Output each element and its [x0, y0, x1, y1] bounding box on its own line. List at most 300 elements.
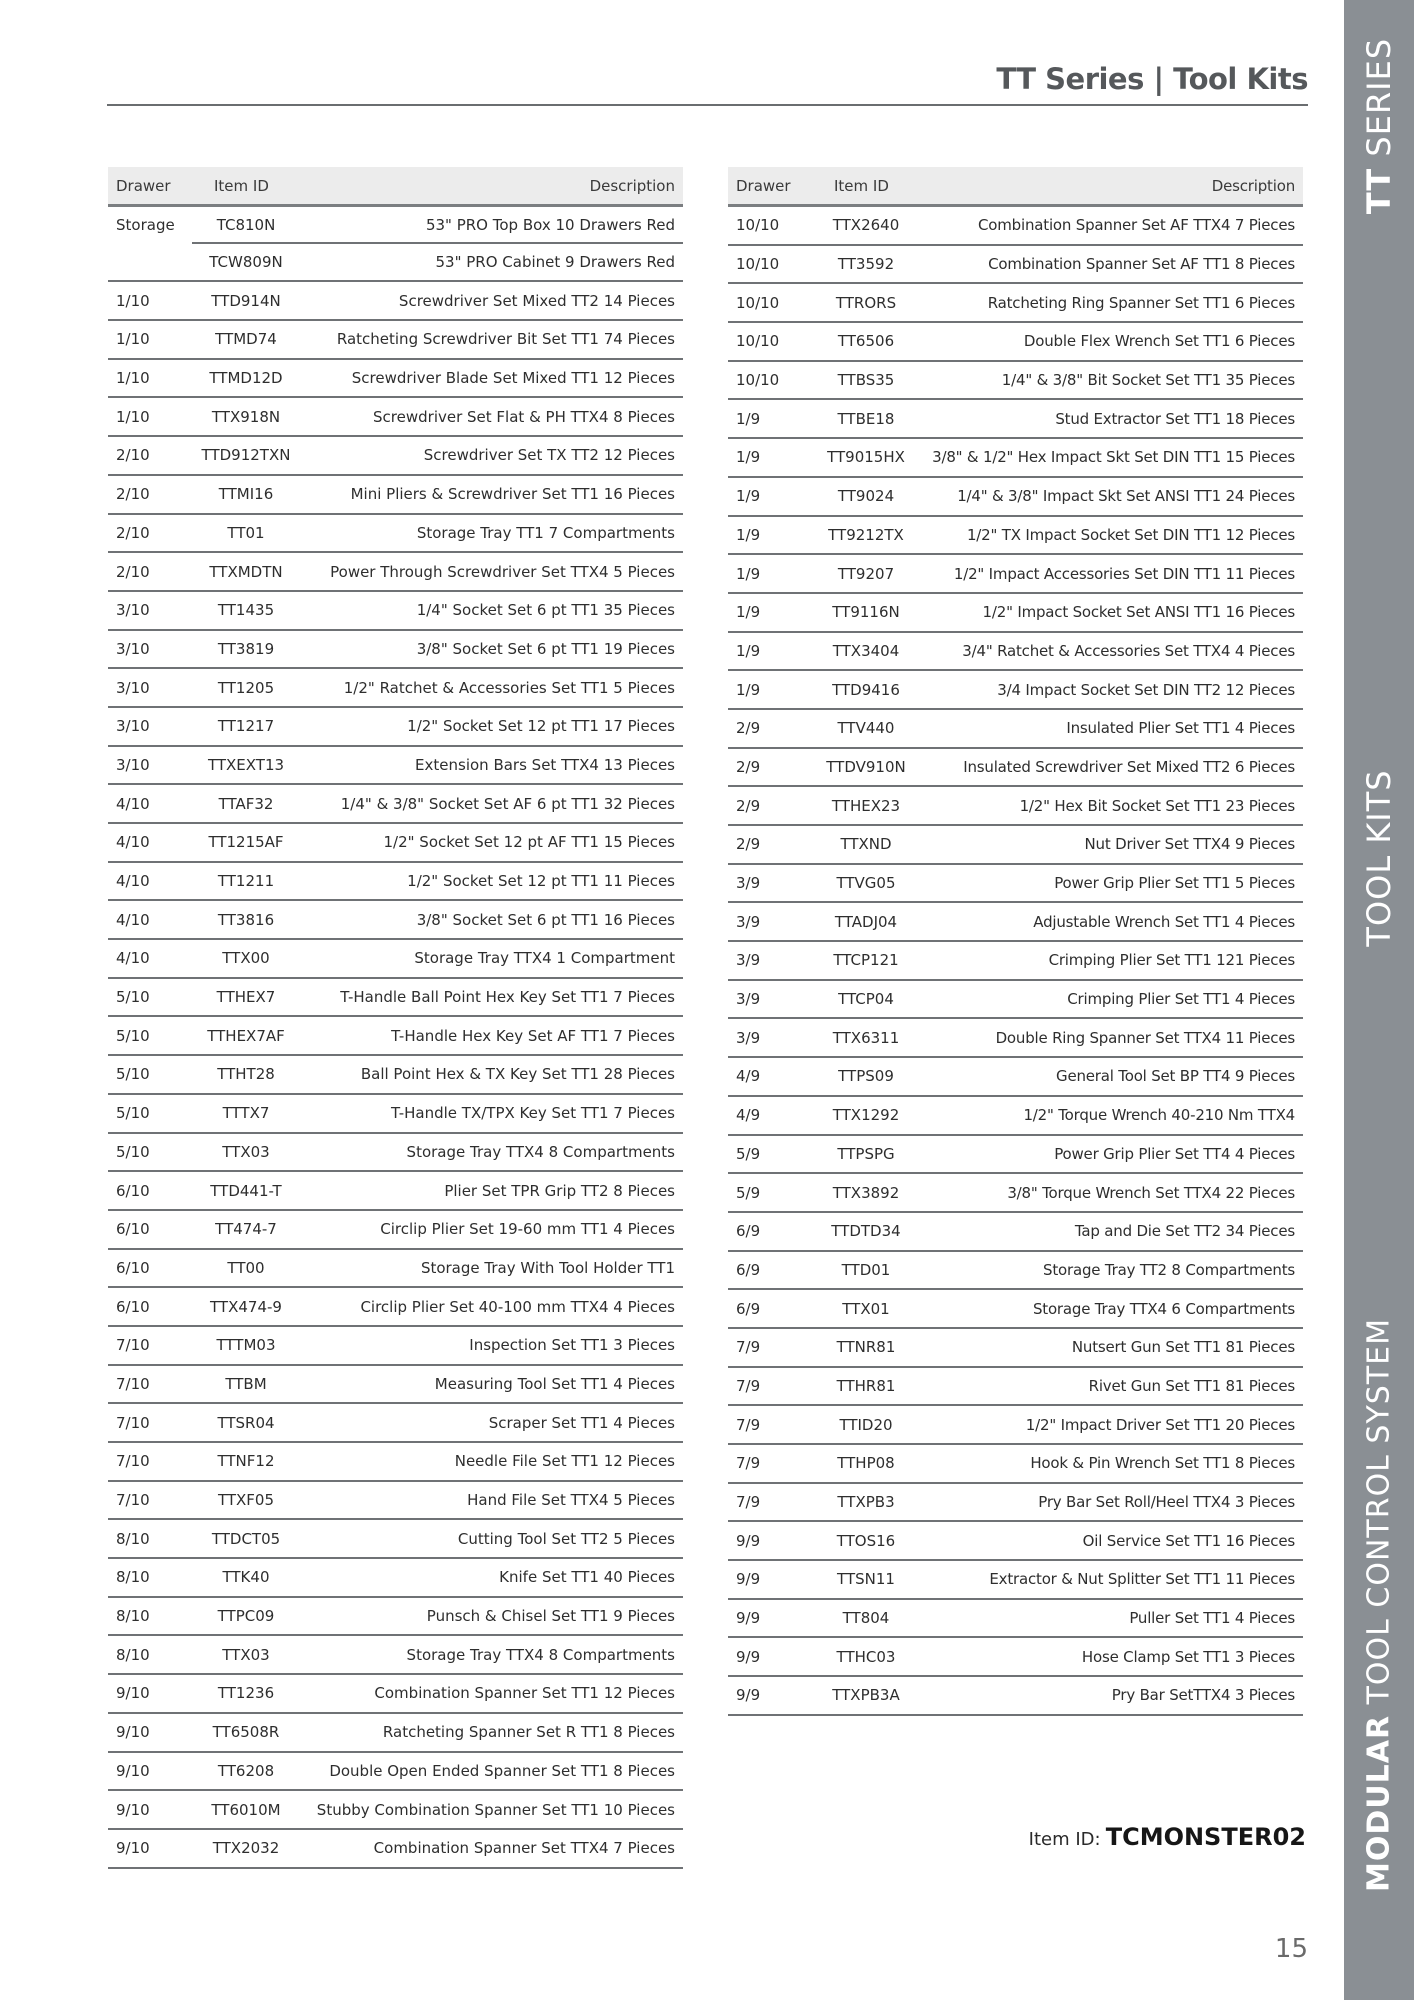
item-id-cell: TTDCT05	[211, 1529, 281, 1548]
drawer-cell: 1/9	[736, 487, 761, 506]
item-id-cell: TTXND	[840, 835, 892, 854]
drawer-cell: 1/10	[116, 291, 150, 310]
table-row	[728, 1368, 1303, 1407]
table-row	[108, 824, 683, 863]
item-id-cell: TTSR04	[217, 1413, 275, 1432]
table-row	[728, 1561, 1303, 1600]
drawer-cell: 1/9	[736, 525, 761, 544]
item-id-cell: TTX6311	[832, 1028, 900, 1047]
drawer-cell: 7/10	[116, 1336, 150, 1355]
drawer-cell: 3/9	[736, 951, 761, 970]
table-row	[108, 1675, 683, 1714]
description-cell: Hook & Pin Wrench Set TT1 8 Pieces	[1030, 1454, 1295, 1473]
drawer-cell: 7/9	[736, 1415, 761, 1434]
item-id-cell: TC810N	[216, 216, 276, 235]
description-cell: Oil Service Set TT1 16 Pieces	[1082, 1531, 1295, 1550]
drawer-cell: 3/10	[116, 601, 150, 620]
drawer-cell: 9/10	[116, 1761, 150, 1780]
drawer-cell: 7/9	[736, 1338, 761, 1357]
item-id-cell: TTPS09	[838, 1067, 894, 1086]
table-row	[108, 1559, 683, 1598]
table-row	[108, 1753, 683, 1792]
description-cell: Nut Driver Set TTX4 9 Pieces	[1084, 835, 1295, 854]
description-cell: Scraper Set TT1 4 Pieces	[488, 1413, 675, 1432]
table-row	[108, 1250, 683, 1289]
description-cell: 1/2" TX Impact Socket Set DIN TT1 12 Pieces	[966, 525, 1295, 544]
column-header-drawer: Drawer	[736, 176, 791, 195]
description-cell: 3/4" Ratchet & Accessories Set TTX4 4 Pieces	[962, 641, 1295, 660]
description-cell: 1/2" Impact Accessories Set DIN TT1 11 Pieces	[953, 564, 1295, 583]
drawer-cell: 10/10	[736, 255, 780, 274]
table-row	[108, 1791, 683, 1830]
table-row	[728, 1290, 1303, 1329]
table-row	[728, 1484, 1303, 1523]
item-id-cell: TT6010M	[211, 1800, 281, 1819]
table-row	[108, 1134, 683, 1173]
item-id-cell: TTX2032	[212, 1839, 280, 1858]
table-row	[108, 863, 683, 902]
item-id-cell: TTX03	[222, 1142, 270, 1161]
side-band-system-bold: MODULAR	[1361, 1714, 1397, 1893]
description-cell: 53" PRO Top Box 10 Drawers Red	[425, 216, 675, 235]
drawer-cell: 7/10	[116, 1413, 150, 1432]
table-row	[728, 1097, 1303, 1136]
item-id-cell: TTBS35	[837, 371, 895, 390]
description-cell: 1/2" Impact Driver Set TT1 20 Pieces	[1025, 1415, 1295, 1434]
description-cell: Storage Tray TTX4 8 Compartments	[406, 1142, 675, 1161]
table-row	[108, 747, 683, 786]
item-id-cell: TTX918N	[211, 407, 281, 426]
description-cell: Punsch & Chisel Set TT1 9 Pieces	[426, 1607, 675, 1626]
item-id-cell: TTX01	[842, 1299, 890, 1318]
item-id-cell: TTXMDTN	[209, 562, 283, 581]
item-id-cell: TTX2640	[832, 216, 900, 235]
side-band-series-label	[1360, 38, 1398, 214]
description-cell: Stubby Combination Spanner Set TT1 10 Pieces	[316, 1800, 675, 1819]
table-row	[108, 901, 683, 940]
table-row	[108, 1056, 683, 1095]
item-id-cell: TTPSPG	[837, 1144, 895, 1163]
drawer-cell: 2/10	[116, 485, 150, 504]
item-id-cell: TTHEX7	[216, 988, 276, 1007]
item-id-cell: TTXF05	[217, 1491, 275, 1510]
table-row	[108, 1443, 683, 1482]
table-row	[728, 1019, 1303, 1058]
table-row	[108, 515, 683, 554]
description-cell: Screwdriver Set Flat & PH TTX4 8 Pieces	[373, 407, 675, 426]
description-cell: Inspection Set TT1 3 Pieces	[469, 1336, 675, 1355]
item-id-cell: TTXEXT13	[207, 755, 285, 774]
table-row	[728, 749, 1303, 788]
item-id-cell: TT1217	[217, 717, 275, 736]
description-cell: Rivet Gun Set TT1 81 Pieces	[1088, 1376, 1295, 1395]
drawer-cell: 4/10	[116, 949, 150, 968]
drawer-cell: 4/9	[736, 1106, 761, 1125]
table-row	[728, 671, 1303, 710]
description-cell: 1/2" Impact Socket Set ANSI TT1 16 Pieces	[982, 603, 1295, 622]
drawer-cell: 7/10	[116, 1452, 150, 1471]
item-id-cell: TTD912TXN	[201, 446, 291, 465]
item-id-cell: TTHT28	[217, 1065, 275, 1084]
drawer-cell: 3/9	[736, 874, 761, 893]
description-cell: Circlip Plier Set 40-100 mm TTX4 4 Pieces	[360, 1297, 675, 1316]
item-id-cell: TTADJ04	[834, 912, 898, 931]
item-id-cell: TT00	[227, 1258, 265, 1277]
drawer-cell: 3/10	[116, 678, 150, 697]
description-cell: Mini Pliers & Screwdriver Set TT1 16 Pieces	[350, 485, 675, 504]
table-row	[728, 903, 1303, 942]
drawer-cell: 9/9	[736, 1609, 761, 1628]
table-row	[108, 785, 683, 824]
item-id-cell: TTK40	[222, 1568, 270, 1587]
table-row	[728, 1445, 1303, 1484]
description-cell: Screwdriver Set TX TT2 12 Pieces	[423, 446, 675, 465]
drawer-cell: 9/9	[736, 1570, 761, 1589]
table-row	[728, 594, 1303, 633]
table-row	[108, 1327, 683, 1366]
drawer-cell: 2/9	[736, 719, 761, 738]
description-cell: Storage Tray TTX4 6 Compartments	[1032, 1299, 1295, 1318]
description-cell: Power Grip Plier Set TT4 4 Pieces	[1054, 1144, 1295, 1163]
description-cell: Cutting Tool Set TT2 5 Pieces	[457, 1529, 675, 1548]
description-cell: Puller Set TT1 4 Pieces	[1129, 1609, 1295, 1628]
drawer-cell: 2/9	[736, 757, 761, 776]
item-id-cell: TTNF12	[217, 1452, 275, 1471]
item-id-cell: TT9212TX	[828, 525, 904, 544]
kit-item-id-value: TCMONSTER02	[1105, 1823, 1306, 1851]
table-row	[108, 1172, 683, 1211]
table-row	[728, 1406, 1303, 1445]
description-cell: Hand File Set TTX4 5 Pieces	[467, 1491, 675, 1510]
drawer-cell: 3/10	[116, 755, 150, 774]
table-row	[108, 360, 683, 399]
description-cell: Extractor & Nut Splitter Set TT1 11 Pieces	[989, 1570, 1295, 1589]
description-cell: Insulated Screwdriver Set Mixed TT2 6 Pieces	[963, 757, 1295, 776]
item-id-cell: TTID20	[839, 1415, 893, 1434]
description-cell: 1/2" Ratchet & Accessories Set TT1 5 Pieces	[343, 678, 675, 697]
drawer-cell: 3/10	[116, 639, 150, 658]
drawer-cell: 4/10	[116, 872, 150, 891]
drawer-cell: 1/9	[736, 448, 761, 467]
description-cell: Tap and Die Set TT2 34 Pieces	[1074, 1222, 1295, 1241]
table-header	[108, 167, 683, 207]
drawer-cell: 1/9	[736, 409, 761, 428]
item-id-cell: TT9207	[837, 564, 895, 583]
table-row	[108, 437, 683, 476]
drawer-cell: 10/10	[736, 293, 780, 312]
description-cell: Crimping Plier Set TT1 121 Pieces	[1048, 951, 1295, 970]
table-row	[728, 1213, 1303, 1252]
table-row	[108, 940, 683, 979]
table-row	[108, 1598, 683, 1637]
table-row	[728, 1329, 1303, 1368]
drawer-cell: 7/9	[736, 1454, 761, 1473]
description-cell: Power Grip Plier Set TT1 5 Pieces	[1054, 874, 1295, 893]
description-cell: Storage Tray TTX4 8 Compartments	[406, 1645, 675, 1664]
page-title: TT Series | Tool Kits	[996, 62, 1308, 96]
drawer-cell: 5/9	[736, 1183, 761, 1202]
item-id-cell: TTV440	[837, 719, 895, 738]
item-id-cell: TTHR81	[836, 1376, 896, 1395]
column-header-drawer: Drawer	[116, 176, 171, 195]
description-cell: 1/4" & 3/8" Impact Skt Set ANSI TT1 24 Pieces	[957, 487, 1295, 506]
drawer-cell: 9/9	[736, 1647, 761, 1666]
drawer-cell: 3/9	[736, 912, 761, 931]
table-row	[728, 439, 1303, 478]
drawer-cell: 7/9	[736, 1376, 761, 1395]
item-id-cell: TTTX7	[222, 1104, 270, 1123]
side-band-system-label	[1362, 1318, 1397, 1892]
drawer-cell: 2/9	[736, 835, 761, 854]
table-row	[108, 398, 683, 437]
table-row	[728, 1600, 1303, 1639]
description-cell: Combination Spanner Set TTX4 7 Pieces	[373, 1839, 675, 1858]
drawer-cell: 9/9	[736, 1531, 761, 1550]
drawer-cell: 2/10	[116, 562, 150, 581]
table-row	[728, 246, 1303, 285]
item-id-cell: TTMD74	[215, 330, 277, 349]
table-row	[108, 476, 683, 515]
item-id-cell: TTD914N	[211, 291, 281, 310]
table-row	[728, 400, 1303, 439]
item-id-cell: TTHC03	[836, 1647, 896, 1666]
item-id-cell: TTHP08	[837, 1454, 895, 1473]
table-row	[108, 1714, 683, 1753]
description-cell: Ratcheting Ring Spanner Set TT1 6 Pieces	[987, 293, 1295, 312]
drawer-cell: 6/10	[116, 1297, 150, 1316]
item-id-cell: TTD441-T	[210, 1181, 282, 1200]
description-cell: 1/4" Socket Set 6 pt TT1 35 Pieces	[416, 601, 675, 620]
table-row	[728, 1136, 1303, 1175]
drawer-cell: 4/10	[116, 794, 150, 813]
item-id-cell: TT1211	[217, 872, 275, 891]
table-row	[728, 323, 1303, 362]
item-id-cell: TTD9416	[832, 680, 900, 699]
table-row	[108, 1404, 683, 1443]
item-id-cell: TT01	[227, 523, 265, 542]
description-cell: Circlip Plier Set 19-60 mm TT1 4 Pieces	[380, 1220, 675, 1239]
table-row	[728, 865, 1303, 904]
description-cell: 3/8" Torque Wrench Set TTX4 22 Pieces	[1007, 1183, 1295, 1202]
drawer-cell: 1/9	[736, 564, 761, 583]
table-row	[728, 1677, 1303, 1716]
description-cell: Storage Tray With Tool Holder TT1	[420, 1258, 675, 1277]
drawer-cell: 9/9	[736, 1686, 761, 1705]
table-row	[728, 555, 1303, 594]
description-cell: 1/2" Socket Set 12 pt TT1 17 Pieces	[407, 717, 675, 736]
column-header-description: Description	[1211, 176, 1295, 195]
item-id-cell: TTHEX7AF	[207, 1026, 285, 1045]
drawer-cell: 4/10	[116, 910, 150, 929]
table-header	[728, 167, 1303, 207]
description-cell: Storage Tray TTX4 1 Compartment	[414, 949, 675, 968]
drawer-cell: 5/9	[736, 1144, 761, 1163]
drawer-cell: 8/10	[116, 1529, 150, 1548]
description-cell: 1/2" Hex Bit Socket Set TT1 23 Pieces	[1019, 796, 1295, 815]
description-cell: 53" PRO Cabinet 9 Drawers Red	[435, 253, 675, 272]
side-band-series-rest: SERIES	[1360, 37, 1398, 168]
item-id-cell: TTDTD34	[831, 1222, 901, 1241]
table-row	[728, 478, 1303, 517]
drawer-cell: 1/9	[736, 680, 761, 699]
item-id-cell: TT9116N	[832, 603, 900, 622]
item-id-cell: TTX00	[222, 949, 270, 968]
side-band-section-label: TOOL KITS	[1360, 769, 1398, 947]
table-row	[728, 826, 1303, 865]
item-id-cell: TTX1292	[832, 1106, 900, 1125]
item-id-cell: TTMD12D	[209, 369, 283, 388]
table-row	[728, 787, 1303, 826]
item-id-cell: TTMI16	[218, 485, 274, 504]
item-id-cell: TT6508R	[212, 1723, 280, 1742]
drawer-cell: 9/10	[116, 1839, 150, 1858]
table-row	[108, 1482, 683, 1521]
drawer-cell: 6/10	[116, 1220, 150, 1239]
item-id-cell: TT9015HX	[827, 448, 905, 467]
description-cell: Hose Clamp Set TT1 3 Pieces	[1081, 1647, 1295, 1666]
drawer-cell: 7/10	[116, 1374, 150, 1393]
description-cell: Plier Set TPR Grip TT2 8 Pieces	[444, 1181, 675, 1200]
table-row	[108, 1830, 683, 1869]
description-cell: Combination Spanner Set AF TTX4 7 Pieces	[978, 216, 1295, 235]
table-body	[108, 207, 683, 1869]
item-id-cell: TTHEX23	[831, 796, 901, 815]
table-row	[108, 1636, 683, 1675]
page-number: 15	[1274, 1934, 1308, 1964]
column-header-item-id: Item ID	[214, 176, 269, 195]
item-id-cell: TT3816	[217, 910, 275, 929]
item-id-cell: TTVG05	[836, 874, 896, 893]
drawer-cell: 5/10	[116, 1104, 150, 1123]
description-cell: T-Handle Hex Key Set AF TT1 7 Pieces	[391, 1026, 675, 1045]
drawer-cell: 3/10	[116, 717, 150, 736]
item-id-cell: TTX3892	[832, 1183, 900, 1202]
drawer-cell: 9/10	[116, 1800, 150, 1819]
drawer-cell: 5/10	[116, 1142, 150, 1161]
item-id-cell: TT1236	[217, 1684, 275, 1703]
table-row	[728, 1174, 1303, 1213]
kit-contents-table-right	[728, 167, 1303, 1716]
item-id-cell: TTDV910N	[826, 757, 906, 776]
item-id-cell: TTRORS	[835, 293, 897, 312]
side-band	[1344, 0, 1414, 2000]
description-cell: Storage Tray TT1 7 Compartments	[416, 523, 675, 542]
description-cell: 1/4" & 3/8" Bit Socket Set TT1 35 Pieces	[1001, 371, 1295, 390]
item-id-cell: TTCP121	[833, 951, 899, 970]
table-row	[108, 553, 683, 592]
description-cell: General Tool Set BP TT4 9 Pieces	[1056, 1067, 1295, 1086]
drawer-cell: 5/10	[116, 988, 150, 1007]
drawer-cell: 10/10	[736, 216, 780, 235]
item-id-cell: TT9024	[837, 487, 895, 506]
description-cell: T-Handle TX/TPX Key Set TT1 7 Pieces	[390, 1104, 675, 1123]
item-id-cell: TT6506	[837, 332, 895, 351]
drawer-cell: 7/9	[736, 1493, 761, 1512]
description-cell: 3/8" Socket Set 6 pt TT1 19 Pieces	[416, 639, 675, 658]
table-row	[108, 282, 683, 321]
description-cell: Pry Bar Set Roll/Heel TTX4 3 Pieces	[1038, 1493, 1295, 1512]
item-id-cell: TT3592	[837, 255, 895, 274]
drawer-cell: 9/10	[116, 1684, 150, 1703]
drawer-cell: 4/10	[116, 833, 150, 852]
description-cell: 3/8" & 1/2" Hex Impact Skt Set DIN TT1 15 Pieces	[932, 448, 1295, 467]
drawer-cell: 6/10	[116, 1181, 150, 1200]
item-id-cell: TTD01	[841, 1260, 891, 1279]
description-cell: Ratcheting Spanner Set R TT1 8 Pieces	[382, 1723, 675, 1742]
description-cell: Knife Set TT1 40 Pieces	[499, 1568, 675, 1587]
description-cell: Combination Spanner Set AF TT1 8 Pieces	[988, 255, 1295, 274]
item-id-cell: TT1435	[217, 601, 275, 620]
description-cell: Double Flex Wrench Set TT1 6 Pieces	[1023, 332, 1295, 351]
item-id-cell: TTX3404	[832, 641, 900, 660]
table-row	[728, 1252, 1303, 1291]
description-cell: Nutsert Gun Set TT1 81 Pieces	[1071, 1338, 1295, 1357]
item-id-cell: TTSN11	[837, 1570, 895, 1589]
drawer-cell: 8/10	[116, 1568, 150, 1587]
description-cell: Needle File Set TT1 12 Pieces	[454, 1452, 675, 1471]
item-id-cell: TTOS16	[836, 1531, 896, 1550]
kit-contents-table-left	[108, 167, 683, 1869]
table-row	[108, 244, 683, 283]
drawer-cell: 1/10	[116, 407, 150, 426]
item-id-cell: TT6208	[217, 1761, 275, 1780]
item-id-cell: TCW809N	[209, 253, 283, 272]
table-row	[108, 979, 683, 1018]
description-cell: T-Handle Ball Point Hex Key Set TT1 7 Pieces	[340, 988, 675, 1007]
table-row	[108, 207, 683, 244]
table-row	[108, 1288, 683, 1327]
description-cell: Stud Extractor Set TT1 18 Pieces	[1055, 409, 1295, 428]
table-row	[108, 1095, 683, 1134]
title-divider	[107, 104, 1308, 106]
drawer-cell: 7/10	[116, 1491, 150, 1510]
item-id-cell: TTXPB3A	[832, 1686, 900, 1705]
table-body	[728, 207, 1303, 1716]
table-row	[728, 362, 1303, 401]
description-cell: Storage Tray TT2 8 Compartments	[1043, 1260, 1295, 1279]
description-cell: Combination Spanner Set TT1 12 Pieces	[374, 1684, 675, 1703]
drawer-cell: 4/9	[736, 1067, 761, 1086]
description-cell: Screwdriver Set Mixed TT2 14 Pieces	[398, 291, 675, 310]
table-row	[108, 592, 683, 631]
table-row	[728, 1638, 1303, 1677]
drawer-cell: 2/9	[736, 796, 761, 815]
table-row	[728, 710, 1303, 749]
description-cell: Adjustable Wrench Set TT1 4 Pieces	[1033, 912, 1295, 931]
table-row	[108, 1211, 683, 1250]
drawer-cell: 10/10	[736, 371, 780, 390]
drawer-cell: 2/10	[116, 523, 150, 542]
item-id-cell: TT804	[842, 1609, 890, 1628]
description-cell: Ball Point Hex & TX Key Set TT1 28 Pieces	[360, 1065, 675, 1084]
description-cell: 1/2" Socket Set 12 pt AF TT1 15 Pieces	[383, 833, 675, 852]
description-cell: Double Ring Spanner Set TTX4 11 Pieces	[995, 1028, 1295, 1047]
item-id-cell: TTX474-9	[210, 1297, 282, 1316]
table-row	[728, 1058, 1303, 1097]
side-band-series-bold: TT	[1360, 167, 1398, 215]
item-id-cell: TT1205	[217, 678, 275, 697]
description-cell: 3/8" Socket Set 6 pt TT1 16 Pieces	[416, 910, 675, 929]
item-id-cell: TTX03	[222, 1645, 270, 1664]
table-row	[728, 284, 1303, 323]
item-id-cell: TTCP04	[838, 990, 894, 1009]
drawer-cell: 1/10	[116, 369, 150, 388]
description-cell: Double Open Ended Spanner Set TT1 8 Pieces	[329, 1761, 675, 1780]
table-row	[108, 631, 683, 670]
item-id-cell: TTBE18	[837, 409, 895, 428]
table-row	[108, 1366, 683, 1405]
description-cell: 1/2" Torque Wrench 40-210 Nm TTX4	[1023, 1106, 1295, 1125]
